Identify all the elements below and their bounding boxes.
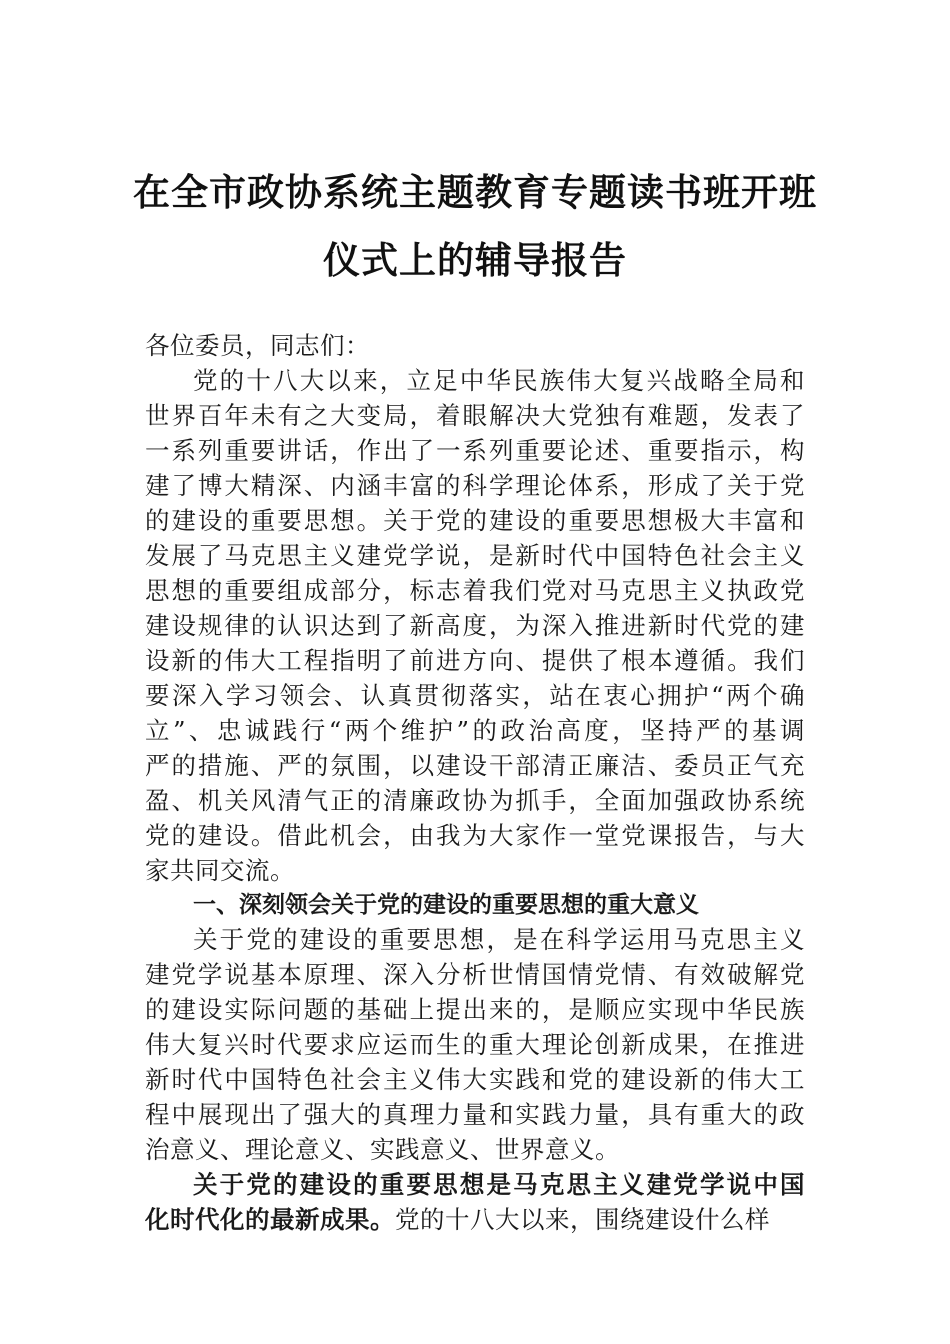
para1-line: 的建设的重要思想。关于党的建设的重要思想极大丰富和	[145, 506, 805, 535]
para1-line: 盈、机关风清气正的清廉政协为抓手，全面加强政协系统	[145, 786, 805, 815]
para2-line: 治意义、理论意义、实践意义、世界意义。	[145, 1135, 620, 1164]
para1-line: 思想的重要组成部分，标志着我们党对马克思主义执政党	[145, 576, 805, 605]
para2-line: 伟大复兴时代要求应运而生的重大理论创新成果，在推进	[145, 1030, 805, 1059]
para3-line-2	[145, 1200, 805, 1240]
para2-line: 关于党的建设的重要思想，是在科学运用马克思主义	[193, 925, 805, 954]
para3-bold-lead: 关于党的建设的重要思想是马克思主义建党学说中国	[193, 1170, 805, 1199]
document-title-line-1: 在全市政协系统主题教育专题读书班开班	[133, 170, 817, 214]
para2-line: 建党学说基本原理、深入分析世情国情党情、有效破解党	[145, 960, 805, 989]
para1-line: 发展了马克思主义建党学说，是新时代中国特色社会主义	[145, 541, 805, 570]
para1-line: 一系列重要讲话，作出了一系列重要论述、重要指示，构	[145, 436, 805, 465]
document-title-line-2: 仪式上的辅导报告	[323, 238, 627, 282]
para3-bold-tail: 化时代化的最新成果。	[145, 1205, 395, 1234]
para1-line: 严的措施、严的氛围，以建设干部清正廉洁、委员正气充	[145, 751, 805, 780]
section-heading-1: 一、深刻领会关于党的建设的重要思想的重大意义	[193, 892, 699, 918]
para1-line: 要深入学习领会、认真贯彻落实，站在衷心拥护“两个确	[145, 681, 805, 710]
para1-line: 建了博大精深、内涵丰富的科学理论体系，形成了关于党	[145, 471, 805, 500]
salutation: 各位委员，同志们：	[145, 331, 370, 360]
para3-text-tail: 党的十八大以来，围绕建设什么样	[395, 1205, 770, 1234]
para1-line: 世界百年未有之大变局，着眼解决大党独有难题，发表了	[145, 401, 805, 430]
para1-line: 党的建设。借此机会，由我为大家作一堂党课报告，与大	[145, 821, 805, 850]
para1-line: 设新的伟大工程指明了前进方向、提供了根本遵循。我们	[145, 646, 805, 675]
para1-line: 立”、忠诚践行“两个维护”的政治高度，坚持严的基调	[145, 716, 805, 745]
para2-line: 程中展现出了强大的真理力量和实践力量，具有重大的政	[145, 1100, 805, 1129]
para2-line: 的建设实际问题的基础上提出来的，是顺应实现中华民族	[145, 995, 805, 1024]
para1-line: 建设规律的认识达到了新高度，为深入推进新时代党的建	[145, 611, 805, 640]
para1-line: 家共同交流。	[145, 856, 295, 885]
para1-line: 党的十八大以来，立足中华民族伟大复兴战略全局和	[193, 366, 805, 395]
para2-line: 新时代中国特色社会主义伟大实践和党的建设新的伟大工	[145, 1065, 805, 1094]
